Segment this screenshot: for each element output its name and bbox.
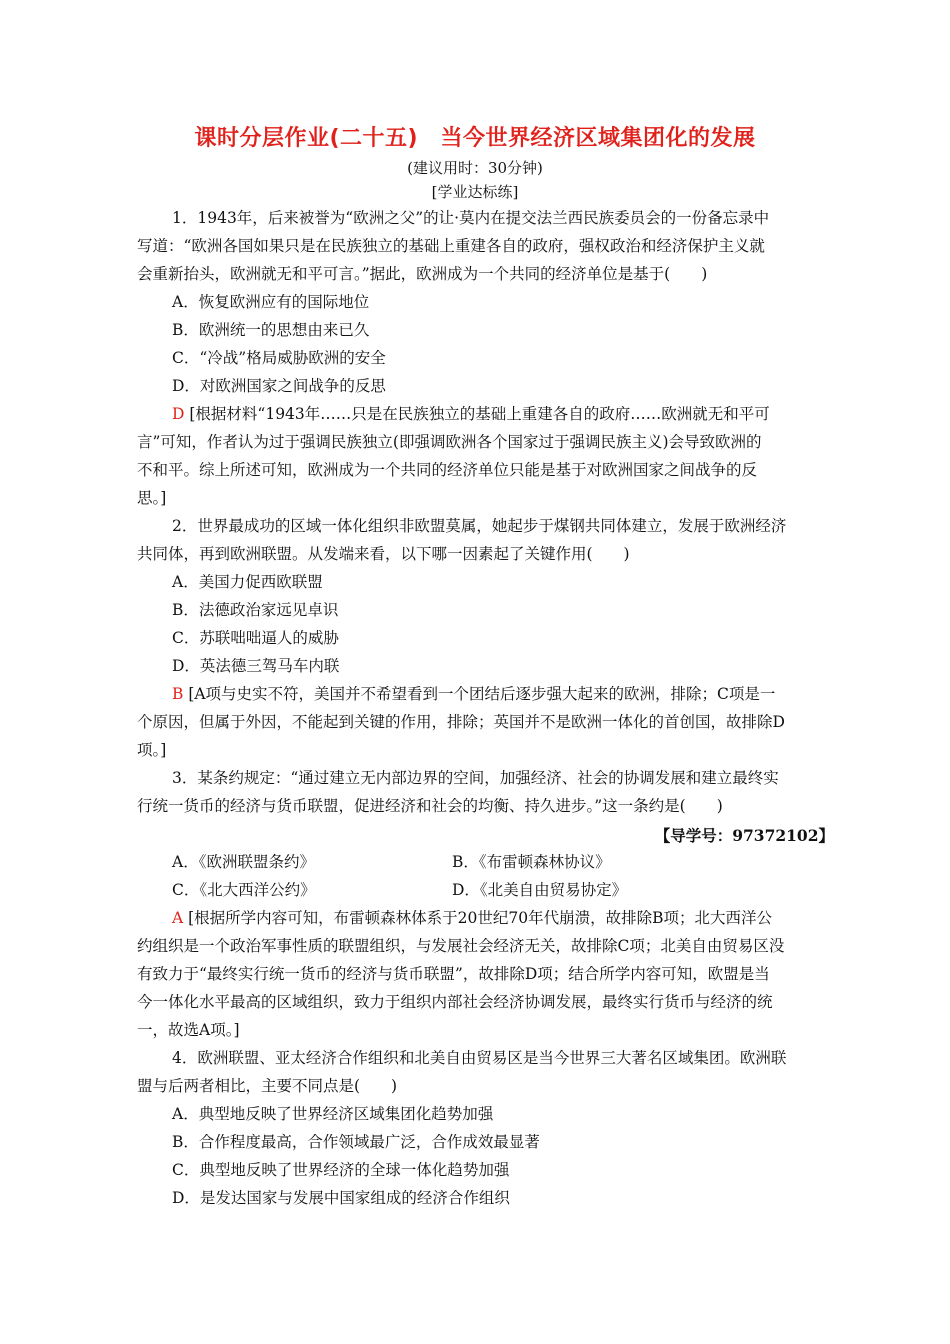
answer-explanation-line — [172, 684, 775, 704]
time-note: (建议用时：30分钟) — [407, 159, 543, 177]
question-stem-line: 写道：“欧洲各国如果只是在民族独立的基础上重建各自的政府，强权政治和经济保护主义就 — [137, 237, 765, 255]
question-stem-line: 共同体，再到欧洲联盟。从发端来看，以下哪一因素起了关键作用( ) — [137, 545, 630, 563]
option-d: D．英法德三驾马车内联 — [172, 657, 340, 675]
explanation-text: [根据所学内容可知，布雷顿森林体系于20世纪70年代崩溃，故排除B项；北大西洋公 — [183, 909, 773, 927]
option-c: C．“冷战”格局威胁欧洲的安全 — [172, 349, 386, 367]
option-a: A．美国力促西欧联盟 — [172, 573, 323, 591]
question-stem-line: 盟与后两者相比，主要不同点是( ) — [137, 1077, 398, 1095]
option-b: B．《布雷顿森林协议》 — [452, 853, 611, 871]
question-stem-line: 2．世界最成功的区域一体化组织非欧盟莫属，她起步于煤钢共同体建立，发展于欧洲经济 — [172, 517, 787, 535]
explanation-line: 言”可知，作者认为过于强调民族独立(即强调欧洲各个国家过于强调民族主义)会导致欧洲的 — [137, 433, 762, 451]
guide-number: 【导学号：97372102】 — [654, 826, 834, 845]
option-b: B．欧洲统一的思想由来已久 — [172, 321, 370, 339]
explanation-line: 今一体化水平最高的区域组织，致力于组织内部社会经济协调发展，最终实行货币与经济的统 — [137, 993, 773, 1011]
option-d: D．对欧洲国家之间战争的反思 — [172, 377, 386, 395]
answer-letter: B — [172, 685, 184, 703]
option-c: C．典型地反映了世界经济的全球一体化趋势加强 — [172, 1161, 510, 1179]
option-d: D．《北美自由贸易协定》 — [452, 881, 628, 899]
option-a: A．《欧洲联盟条约》 — [172, 853, 315, 871]
option-b: B．合作程度最高，合作领域最广泛，合作成效最显著 — [172, 1133, 540, 1151]
explanation-line: 个原因，但属于外因，不能起到关键的作用，排除；英国并不是欧洲一体化的首创国，故排除D — [137, 713, 785, 731]
option-d: D．是发达国家与发展中国家组成的经济合作组织 — [172, 1189, 510, 1207]
question-stem-line: 3．某条约规定：“通过建立无内部边界的空间，加强经济、社会的协调发展和建立最终实 — [172, 769, 779, 787]
page-title: 课时分层作业(二十五) 当今世界经济区域集团化的发展 — [194, 126, 756, 151]
answer-explanation-line — [172, 404, 770, 424]
option-a: A．典型地反映了世界经济区域集团化趋势加强 — [172, 1105, 494, 1123]
option-c: C．苏联咄咄逼人的威胁 — [172, 629, 339, 647]
explanation-line: 一，故选A项。] — [137, 1021, 240, 1039]
explanation-line: 有致力于“最终实行统一货币的经济与货币联盟”，故排除D项；结合所学内容可知，欧盟是当 — [137, 965, 770, 983]
explanation-text: [根据材料“1943年……只是在民族独立的基础上重建各自的政府……欧洲就无和平可 — [184, 405, 770, 423]
explanation-text: [A项与史实不符，美国并不希望看到一个团结后逐步强大起来的欧洲，排除；C项是一 — [183, 685, 776, 703]
explanation-line: 思。] — [137, 489, 167, 507]
option-a: A．恢复欧洲应有的国际地位 — [172, 293, 370, 311]
question-stem-line: 4．欧洲联盟、亚太经济合作组织和北美自由贸易区是当今世界三大著名区域集团。欧洲联 — [172, 1049, 787, 1067]
explanation-line: 项。] — [137, 741, 167, 759]
question-stem-line: 会重新抬头，欧洲就无和平可言。”据此，欧洲成为一个共同的经济单位是基于( ) — [137, 265, 708, 283]
option-b: B．法德政治家远见卓识 — [172, 601, 339, 619]
question-stem-line: 1．1943年，后来被誉为“欧洲之父”的让·莫内在提交法兰西民族委员会的一份备忘录中 — [172, 209, 770, 227]
explanation-line: 不和平。综上所述可知，欧洲成为一个共同的经济单位只能是基于对欧洲国家之间战争的反 — [137, 461, 758, 479]
answer-letter: D — [172, 405, 185, 423]
answer-explanation-line — [172, 908, 772, 928]
answer-letter: A — [172, 909, 184, 927]
question-stem-line: 行统一货币的经济与货币联盟，促进经济和社会的均衡、持久进步。”这一条约是( ) — [137, 797, 723, 815]
option-c: C．《北大西洋公约》 — [172, 881, 316, 899]
explanation-line: 约组织是一个政治军事性质的联盟组织，与发展社会经济无关，故排除C项；北美自由贸易区没 — [137, 937, 785, 955]
section-heading: [学业达标练] — [431, 183, 519, 201]
